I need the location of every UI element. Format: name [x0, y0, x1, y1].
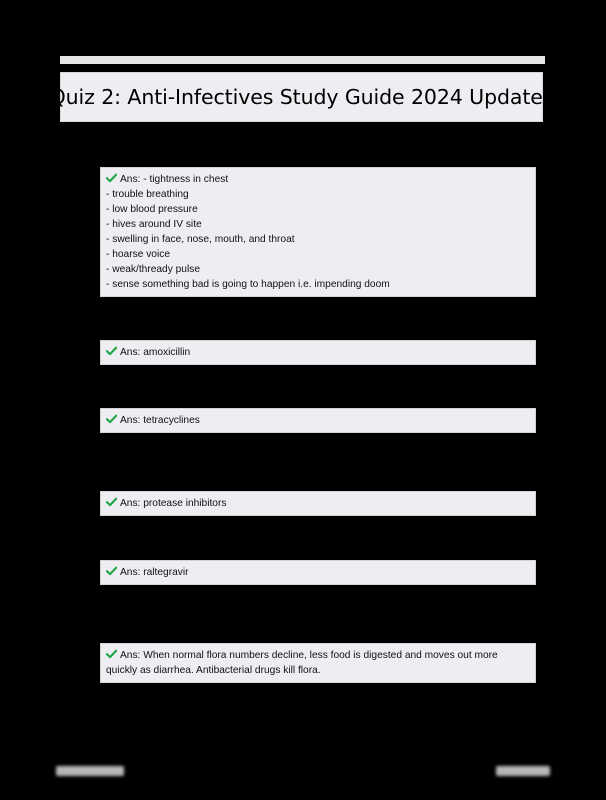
page-title: Quiz 2: Anti-Infectives Study Guide 2024 Updates	[49, 85, 554, 109]
answer-line	[106, 345, 529, 360]
check-icon	[106, 173, 117, 183]
answer-text: Ans: When normal flora numbers decline, less food is digested and moves out more	[120, 650, 498, 661]
title-box	[49, 72, 554, 122]
answer-box-6	[100, 643, 536, 683]
answer-text: Ans: - tightness in chest	[120, 174, 229, 185]
answer-line	[106, 172, 529, 187]
answer-line: - trouble breathing	[106, 189, 189, 200]
check-icon	[106, 346, 117, 356]
answer-line	[106, 648, 529, 663]
answer-box-1	[100, 167, 536, 297]
footer-right-page-marker	[496, 766, 550, 776]
answer-line	[106, 496, 529, 511]
check-icon	[106, 497, 117, 507]
check-icon	[106, 566, 117, 576]
answer-line: - low blood pressure	[106, 204, 198, 215]
header-rule	[60, 56, 545, 64]
answer-line: - sense something bad is going to happen i.e. impending doom	[106, 279, 390, 290]
answer-box-2	[100, 340, 536, 365]
answer-box-4	[100, 491, 536, 516]
answer-line: - swelling in face, nose, mouth, and throat	[106, 234, 295, 245]
answer-text: Ans: raltegravir	[120, 567, 189, 578]
check-icon	[106, 414, 117, 424]
answer-box-3	[100, 408, 536, 433]
answer-line: - hoarse voice	[106, 249, 170, 260]
answer-text: Ans: amoxicillin	[120, 347, 191, 358]
answer-line: quickly as diarrhea. Antibacterial drugs kill flora.	[106, 665, 321, 676]
answer-line	[106, 565, 529, 580]
answer-text: Ans: protease inhibitors	[120, 498, 227, 509]
answer-box-5	[100, 560, 536, 585]
footer-left-watermark	[56, 766, 124, 776]
answer-line: - weak/thready pulse	[106, 264, 201, 275]
answer-text: Ans: tetracyclines	[120, 415, 200, 426]
check-icon	[106, 649, 117, 659]
answer-line	[106, 413, 529, 428]
answer-line: - hives around IV site	[106, 219, 202, 230]
